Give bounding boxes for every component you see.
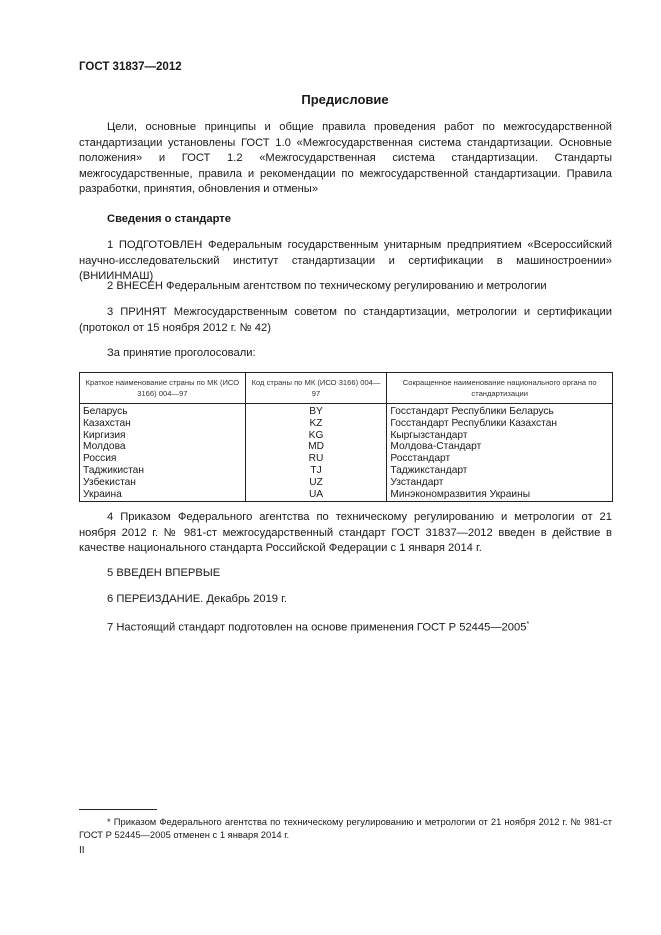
footnote-divider bbox=[79, 809, 157, 810]
body-cell: Минэкономразвития Украины bbox=[387, 489, 613, 502]
code-cell: TJ bbox=[245, 465, 387, 477]
vote-table bbox=[79, 372, 613, 502]
column-header-country: Краткое наименование страны по МК (ИСО 3166) 004—97 bbox=[80, 373, 246, 404]
code-cell: RU bbox=[245, 453, 387, 465]
country-cell: Украина bbox=[80, 489, 246, 502]
document-code: ГОСТ 31837—2012 bbox=[79, 61, 182, 73]
country-cell: Молдова bbox=[80, 441, 246, 453]
body-cell: Госстандарт Республики Казахстан bbox=[387, 418, 613, 430]
item-6: 6 ПЕРЕИЗДАНИЕ. Декабрь 2019 г. bbox=[107, 593, 287, 605]
item-1: 1 ПОДГОТОВЛЕН Федеральным государственным унитарным предприятием «Всероссийский научно-исследовательский институт стандартизации и сертификации в машиностроении» (ВНИИНМАШ) bbox=[79, 239, 612, 283]
table-row bbox=[80, 430, 613, 442]
code-cell: KZ bbox=[245, 418, 387, 430]
body-cell: Таджикстандарт bbox=[387, 465, 613, 477]
column-header-body: Сокращенное наименование национального органа по стандартизации bbox=[387, 373, 613, 404]
table-row bbox=[80, 453, 613, 465]
country-cell: Казахстан bbox=[80, 418, 246, 430]
item-4: 4 Приказом Федерального агентства по техническому регулированию и метрологии от 21 ноября 2012 г. № 981-ст межгосударственный стандарт ГОСТ 31837—2012 введен в действие в качестве национального стандарта Российской Федерации с 1 января 2014 г. bbox=[79, 511, 612, 555]
table-row bbox=[80, 404, 613, 418]
country-cell: Киргизия bbox=[80, 430, 246, 442]
vote-table-header bbox=[80, 373, 613, 404]
body-cell: Узстандарт bbox=[387, 477, 613, 489]
standard-info-heading: Сведения о стандарте bbox=[107, 213, 231, 225]
code-cell: UZ bbox=[245, 477, 387, 489]
vote-intro: За принятие проголосовали: bbox=[107, 347, 256, 359]
code-cell: UA bbox=[245, 489, 387, 502]
page-number: II bbox=[79, 845, 85, 856]
table-row bbox=[80, 489, 613, 502]
body-cell: Госстандарт Республики Беларусь bbox=[387, 404, 613, 418]
table-row bbox=[80, 441, 613, 453]
page-title: Предисловие bbox=[301, 92, 389, 107]
country-cell: Узбекистан bbox=[80, 477, 246, 489]
item-5: 5 ВВЕДЕН ВПЕРВЫЕ bbox=[107, 567, 221, 579]
body-cell: Кыргызстандарт bbox=[387, 430, 613, 442]
code-cell: MD bbox=[245, 441, 387, 453]
foreword-intro: Цели, основные принципы и общие правила проведения работ по межгосударственной стандартизации установлены ГОСТ 1.0 «Межгосударственная система стандартизации. Основные положения» и ГОСТ 1.2 «Межгосударственная система стандартизации. Стандарты межгосударственные, правила и рекомендации по межгосударственной стандартизации. Правила разработки, принятия, обновления и отмены» bbox=[79, 121, 612, 196]
code-cell: KG bbox=[245, 430, 387, 442]
item-7-text: 7 Настоящий стандарт подготовлен на основе применения ГОСТ Р 52445—2005 bbox=[107, 621, 527, 634]
item-3: 3 ПРИНЯТ Межгосударственным советом по стандартизации, метрологии и сертификации (протокол от 15 ноября 2012 г. № 42) bbox=[79, 306, 612, 334]
column-header-code: Код страны по МК (ИСО 3166) 004—97 bbox=[245, 373, 387, 404]
table-row bbox=[80, 465, 613, 477]
country-cell: Россия bbox=[80, 453, 246, 465]
footnote-mark[interactable]: * bbox=[526, 621, 530, 628]
country-cell: Таджикистан bbox=[80, 465, 246, 477]
code-cell: BY bbox=[245, 404, 387, 418]
table-row bbox=[80, 477, 613, 489]
item-7 bbox=[107, 617, 529, 636]
item-2: 2 ВНЕСЕН Федеральным агентством по техническому регулированию и метрологии bbox=[107, 280, 547, 292]
table-row bbox=[80, 418, 613, 430]
body-cell: Росстандарт bbox=[387, 453, 613, 465]
footnote: * Приказом Федерального агентства по техническому регулированию и метрологии от 21 ноября 2012 г. № 981-ст ГОСТ Р 52445—2005 отменен с 1 января 2014 г. bbox=[79, 816, 612, 840]
body-cell: Молдова-Стандарт bbox=[387, 441, 613, 453]
country-cell: Беларусь bbox=[80, 404, 246, 418]
